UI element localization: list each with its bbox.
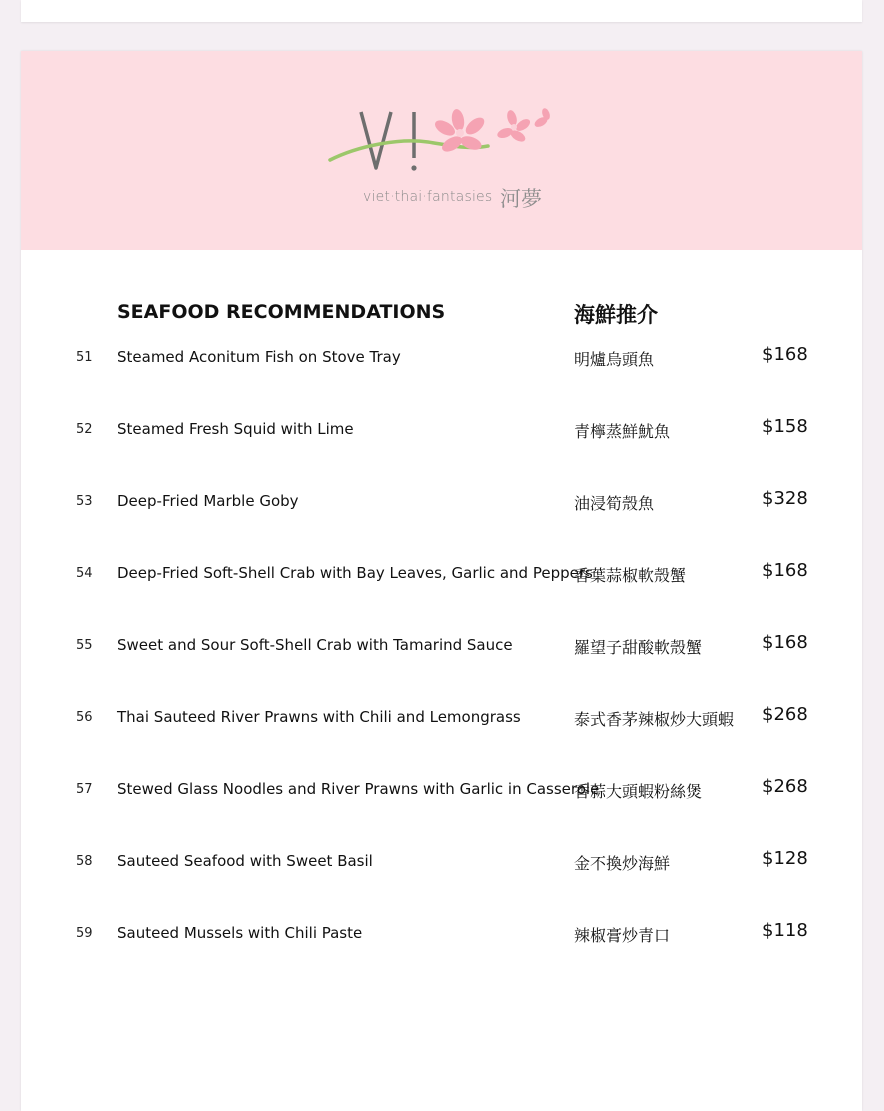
item-number: 57	[76, 782, 93, 797]
item-name-english: Deep-Fried Marble Goby	[117, 492, 299, 510]
item-price: $268	[762, 704, 808, 725]
item-number: 55	[76, 638, 93, 653]
item-price: $268	[762, 776, 808, 797]
item-name-chinese: 油浸筍殼魚	[574, 494, 655, 513]
menu-item	[21, 914, 862, 954]
item-price: $118	[762, 920, 808, 941]
restaurant-logo	[328, 106, 556, 216]
item-name-chinese: 香蒜大頭蝦粉絲煲	[574, 782, 703, 801]
item-name-english: Thai Sauteed River Prawns with Chili and Lemongrass	[117, 708, 521, 726]
menu-item	[21, 770, 862, 810]
item-name-english: Deep-Fried Soft-Shell Crab with Bay Leaves, Garlic and Peppers	[117, 564, 593, 582]
item-price: $168	[762, 632, 808, 653]
item-number: 56	[76, 710, 93, 725]
menu-item	[21, 410, 862, 450]
item-name-english: Steamed Fresh Squid with Lime	[117, 420, 354, 438]
item-name-english: Steamed Aconitum Fish on Stove Tray	[117, 348, 401, 366]
item-name-chinese: 辣椒膏炒青口	[574, 926, 671, 945]
section-title-chinese: 海鮮推介	[574, 303, 658, 327]
item-name-chinese: 青檸蒸鮮魷魚	[574, 422, 671, 441]
item-name-english: Stewed Glass Noodles and River Prawns with Garlic in Casserole	[117, 780, 600, 798]
logo-tagline: viet·thai·fantasies	[363, 189, 493, 205]
item-price: $168	[762, 560, 808, 581]
menu-item	[21, 554, 862, 594]
item-price: $168	[762, 344, 808, 365]
item-number: 51	[76, 350, 93, 365]
item-name-chinese: 泰式香茅辣椒炒大頭蝦	[574, 710, 735, 729]
item-name-chinese: 金不換炒海鮮	[574, 854, 671, 873]
menu-item	[21, 338, 862, 378]
item-number: 54	[76, 566, 93, 581]
item-price: $128	[762, 848, 808, 869]
previous-page-edge	[21, 0, 862, 22]
menu-page	[21, 51, 862, 1111]
logo-chinese-name: 河夢	[500, 187, 542, 211]
item-number: 53	[76, 494, 93, 509]
item-name-english: Sweet and Sour Soft-Shell Crab with Tamarind Sauce	[117, 636, 513, 654]
item-number: 59	[76, 926, 93, 941]
item-name-chinese: 香葉蒜椒軟殼蟹	[574, 566, 687, 585]
menu-item	[21, 626, 862, 666]
menu-item	[21, 842, 862, 882]
item-number: 58	[76, 854, 93, 869]
header-banner	[21, 51, 862, 250]
item-price: $328	[762, 488, 808, 509]
item-name-chinese: 羅望子甜酸軟殼蟹	[574, 638, 703, 657]
item-name-chinese: 明爐烏頭魚	[574, 350, 655, 369]
item-name-english: Sauteed Seafood with Sweet Basil	[117, 852, 373, 870]
item-name-english: Sauteed Mussels with Chili Paste	[117, 924, 363, 942]
section-title: SEAFOOD RECOMMENDATIONS	[117, 301, 446, 323]
item-price: $158	[762, 416, 808, 437]
menu-item	[21, 698, 862, 738]
menu-item	[21, 482, 862, 522]
logo-graphic	[328, 106, 556, 188]
item-number: 52	[76, 422, 93, 437]
